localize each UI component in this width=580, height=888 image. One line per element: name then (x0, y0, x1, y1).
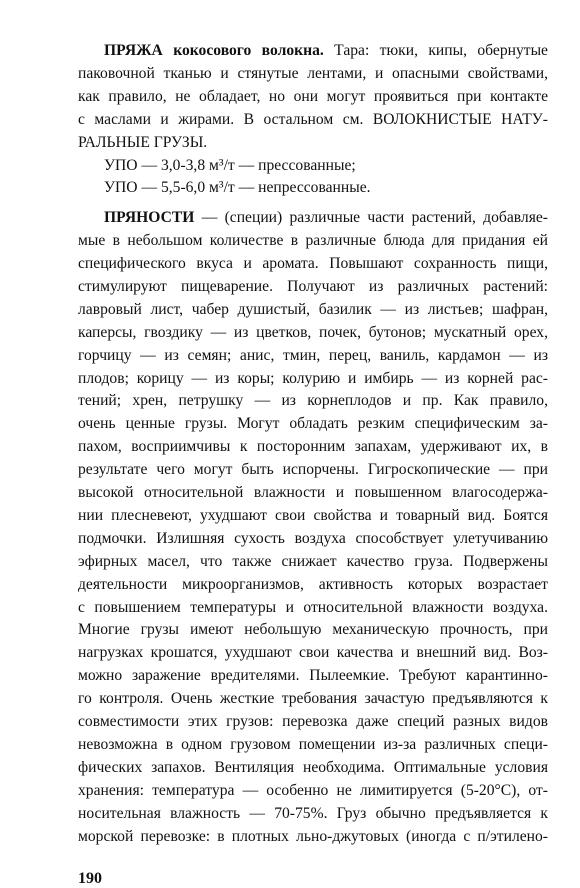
entry-text-line: горчицу — из семян; анис, тмин, перец, ваниль, кардамон — из (78, 347, 548, 364)
entry-text-line: РАЛЬНЫЕ ГРУЗЫ. (78, 134, 208, 151)
entry-text-line: мые в небольшом количестве в различные блюда для придания ей (78, 232, 548, 249)
entry-text-line: лавровый лист, чабер душистый, базилик — из листьев; шафран, (78, 301, 548, 318)
entry-text-line: с повышением температуры и относительной влажности воздуха. (78, 599, 548, 616)
entry-text-line: можно заражение вредителями. Пылеемкие. Требуют карантинно- (78, 667, 548, 684)
entry-text-line: невозможна в одном грузовом помещении из-за различных специ- (78, 736, 548, 753)
entry-text-line: плодов; корицу — из коры; колурию и имбирь — из корней рас- (78, 370, 548, 387)
upo-line: УПО — 5,5-6,0 м³/т — непрессованные. (104, 179, 371, 196)
entry-text-line: тений; хрен, петрушку — из корнеплодов и пр. Как правило, (78, 392, 548, 409)
entry-text-line: стимулируют пищеварение. Получают из различных растений: (78, 278, 548, 295)
entry-text-line: хранения: температура — особенно не лимитируется (5-20°С), от- (78, 782, 548, 799)
entry-text-line: го контроля. Очень жесткие требования зачастую предъявляются к (78, 690, 548, 707)
entry-text-line: совместимости этих грузов: перевозка даже специй разных видов (78, 713, 548, 730)
entry-text-line: деятельности микроорганизмов, активность которых возрастает (78, 576, 548, 593)
entry-text-line: результате чего могут быть испорчены. Гигроскопические — при (78, 461, 548, 478)
entry-text-line: носительная влажность — 70-75%. Груз обычно предъявляется к (78, 805, 548, 822)
entry-text-line: морской перевозке: в плотных льно-джутовых (иногда с п/этилено- (78, 828, 548, 845)
entry-text-line: каперсы, гвоздику — из цветков, почек, бутонов; мускатный орех, (78, 324, 548, 341)
entry-text-line: пахом, восприимчивы к посторонним запахам, удерживают их, в (78, 438, 548, 455)
entry-term-pryanosti: ПРЯНОСТИ (104, 209, 195, 226)
entry-text-line: с маслами и жирами. В остальном см. ВОЛОКНИСТЫЕ НАТУ- (78, 111, 548, 128)
entry-text-line: специфического вкуса и аромата. Повышают сохранность пищи, (78, 255, 548, 272)
entry-text-line: Многие грузы имеют небольшую механическую прочность, при (78, 621, 548, 638)
entry-pryanosti-first-line (104, 207, 548, 229)
entry-text-line: нагрузках крошатся, ухудшают свои качества и внешний вид. Воз- (78, 644, 548, 661)
entry-text-line: Тара: тюки, кипы, обернутые (323, 42, 548, 59)
entry-text-line: нии плесневеют, ухудшают свои свойства и товарный вид. Боятся (78, 507, 548, 524)
upo-line: УПО — 3,0-3,8 м³/т — прессованные; (104, 157, 356, 174)
entry-text-line: паковочной тканью и стянутые лентами, и опасными свойствами, (78, 65, 548, 82)
entry-text-line: как правило, не обладает, но они могут проявиться при контакте (78, 88, 548, 105)
page-number: 190 (78, 870, 102, 887)
entry-text-line: фических запахов. Вентиляция необходима. Оптимальные условия (78, 759, 548, 776)
entry-text-line: высокой относительной влажности и повышенном влагосодержа- (78, 484, 548, 501)
entry-text-line: подмочки. Излишняя сухость воздуха способствует улетучиванию (78, 530, 548, 547)
entry-pryazha-first-line (104, 40, 548, 62)
entry-text-line: очень ценные грузы. Могут обладать резким специфическим за- (78, 415, 548, 432)
entry-text-line: — (специи) различные части растений, добавляе- (194, 209, 548, 226)
entry-text-line: эфирных масел, что также снижает качество груза. Подвержены (78, 553, 548, 570)
entry-term-pryazha: ПРЯЖА кокосового волокна. (104, 42, 324, 59)
